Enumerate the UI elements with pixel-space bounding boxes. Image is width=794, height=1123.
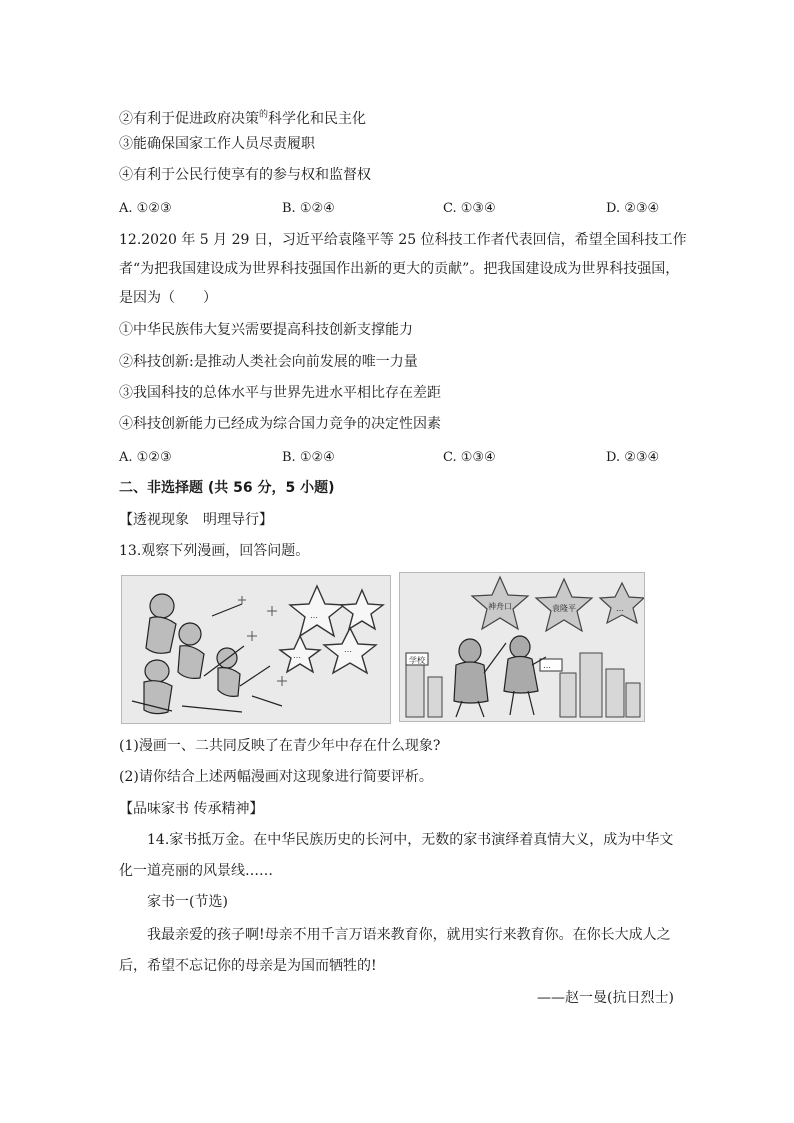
letter-signature: ——赵一曼(抗日烈士)	[537, 990, 674, 1006]
q11-choice-a: A. ①②③	[119, 201, 172, 216]
letter-text-line-2: 后，希望不忘记你的母亲是为国而牺牲的!	[119, 958, 377, 974]
two-students	[454, 636, 546, 717]
q11-option-2-text: ②有利于促进政府决策$^的$科学化和民主化	[119, 110, 367, 127]
q14-stem-line-2: 化一道亮丽的风景线……	[119, 863, 273, 879]
running-crowd	[132, 594, 282, 714]
letter-title: 家书一(节选)	[147, 894, 228, 910]
q12-option-3-text: ③我国科技的总体水平与世界先进水平相比存在差距	[119, 385, 441, 401]
q11-choice-b: B. ①②④	[282, 201, 335, 216]
sparkle-marks	[238, 596, 287, 686]
q12-option-1-text: ①中华民族伟大复兴需要提高科技创新支撑能力	[119, 322, 413, 338]
q12-option-2-text: ②科技创新:是推动人类社会向前发展的唯一力量	[119, 354, 418, 370]
q11-option-3-text: ③能确保国家工作人员尽责履职	[119, 136, 315, 152]
school-sign-label: 学校	[409, 656, 425, 665]
comic-2-star-label-3: …	[616, 604, 624, 613]
comic-2-star-label-1: 神舟口	[488, 602, 512, 611]
right-sign-label: …	[543, 661, 551, 670]
comic-2-star-label-2: 袁隆平	[552, 604, 576, 613]
q13-part-2: (2)请你结合上述两幅漫画对这现象进行简要评析。	[119, 769, 433, 785]
comic-1-star-label-2: …	[344, 645, 352, 654]
q11-choice-c: C. ①③④	[443, 201, 496, 216]
q14-stem-line-1: 14.家书抵万金。在中华民族历史的长河中，无数的家书演绎着真情大义，成为中华文	[147, 832, 674, 848]
q12-stem-line-1: 12.2020 年 5 月 29 日，习近平给袁隆平等 25 位科技工作者代表回信，希望全国科技工作	[119, 232, 687, 248]
q11-choice-d: D. ②③④	[606, 201, 660, 216]
q13-part-1: (1)漫画一、二共同反映了在青少年中存在什么现象?	[119, 738, 441, 754]
q12-choice-c: C. ①③④	[443, 450, 496, 465]
letter-text-line-1: 我最亲爱的孩子啊!母亲不用千言万语来教育你，就用实行来教育你。在你长大成人之	[147, 927, 671, 943]
comic-1-star-label-1: …	[310, 611, 318, 620]
comic-1-drawing	[122, 576, 390, 723]
q11-option-4-text: ④有利于公民行使享有的参与权和监督权	[119, 167, 371, 183]
subsection-heading-1: 【透视现象 明理导行】	[119, 512, 273, 528]
comic-1	[121, 575, 391, 724]
q12-choice-a: A. ①②③	[119, 450, 172, 465]
section-heading-non-choice: 二、非选择题 (共 56 分，5 小题)	[119, 480, 335, 496]
comic-1-star-label-3: …	[293, 651, 301, 660]
comic-2	[399, 572, 645, 722]
q12-stem-line-3: 是因为（ ）	[119, 290, 217, 306]
comic-2-drawing	[400, 573, 644, 721]
q12-stem-line-2: 者“为把我国建设成为世界科技强国作出新的更大的贡献”。把我国建设成为世界科技强国，	[119, 261, 680, 277]
subsection-heading-2: 【品味家书 传承精神】	[119, 801, 264, 817]
q12-option-4-text: ④科技创新能力已经成为综合国力竞争的决定性因素	[119, 416, 441, 432]
q12-choice-b: B. ①②④	[282, 450, 335, 465]
q13-stem: 13.观察下列漫画，回答问题。	[119, 543, 310, 559]
q12-choice-d: D. ②③④	[606, 450, 660, 465]
